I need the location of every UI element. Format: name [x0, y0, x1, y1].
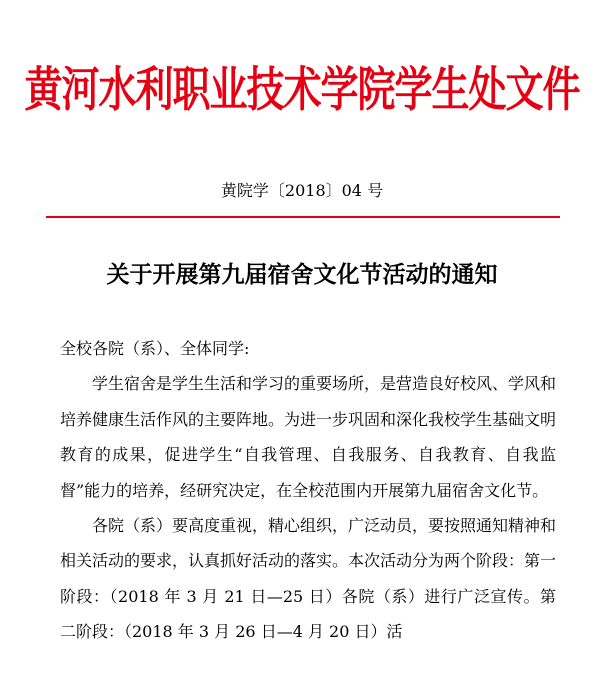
body-paragraph: 学生宿舍是学生生活和学习的重要场所，是营造良好校风、学风和培养健康生活作风的主要阵地。为进一步巩固和深化我校学生基础文明教育的成果，促进学生“自我管理、自我服务、自我教育、自我监督”能力的培养，经研究决定，在全校范围内开展第九届宿舍文化节。	[60, 374, 557, 500]
document-body	[60, 331, 556, 650]
document-title: 关于开展第九届宿舍文化节活动的通知	[106, 262, 498, 288]
document-header: 黄河水利职业技术学院学生处文件	[24, 62, 580, 117]
salutation: 全校各院（系）、全体同学:	[60, 339, 250, 358]
red-divider-line	[46, 216, 560, 218]
document-number: 黄院学〔2018〕04 号	[220, 181, 384, 200]
body-paragraph: 各院（系）要高度重视，精心组织，广泛动员，要按照通知精神和相关活动的要求，认真抓好活动的落实。本次活动分为两个阶段：第一阶段：（2018 年 3 月 21 日—25 日）各院（系）进行广泛宣传。第二阶段：（2018 年 3 月 26 日—4 月 20 日）活	[60, 516, 557, 642]
